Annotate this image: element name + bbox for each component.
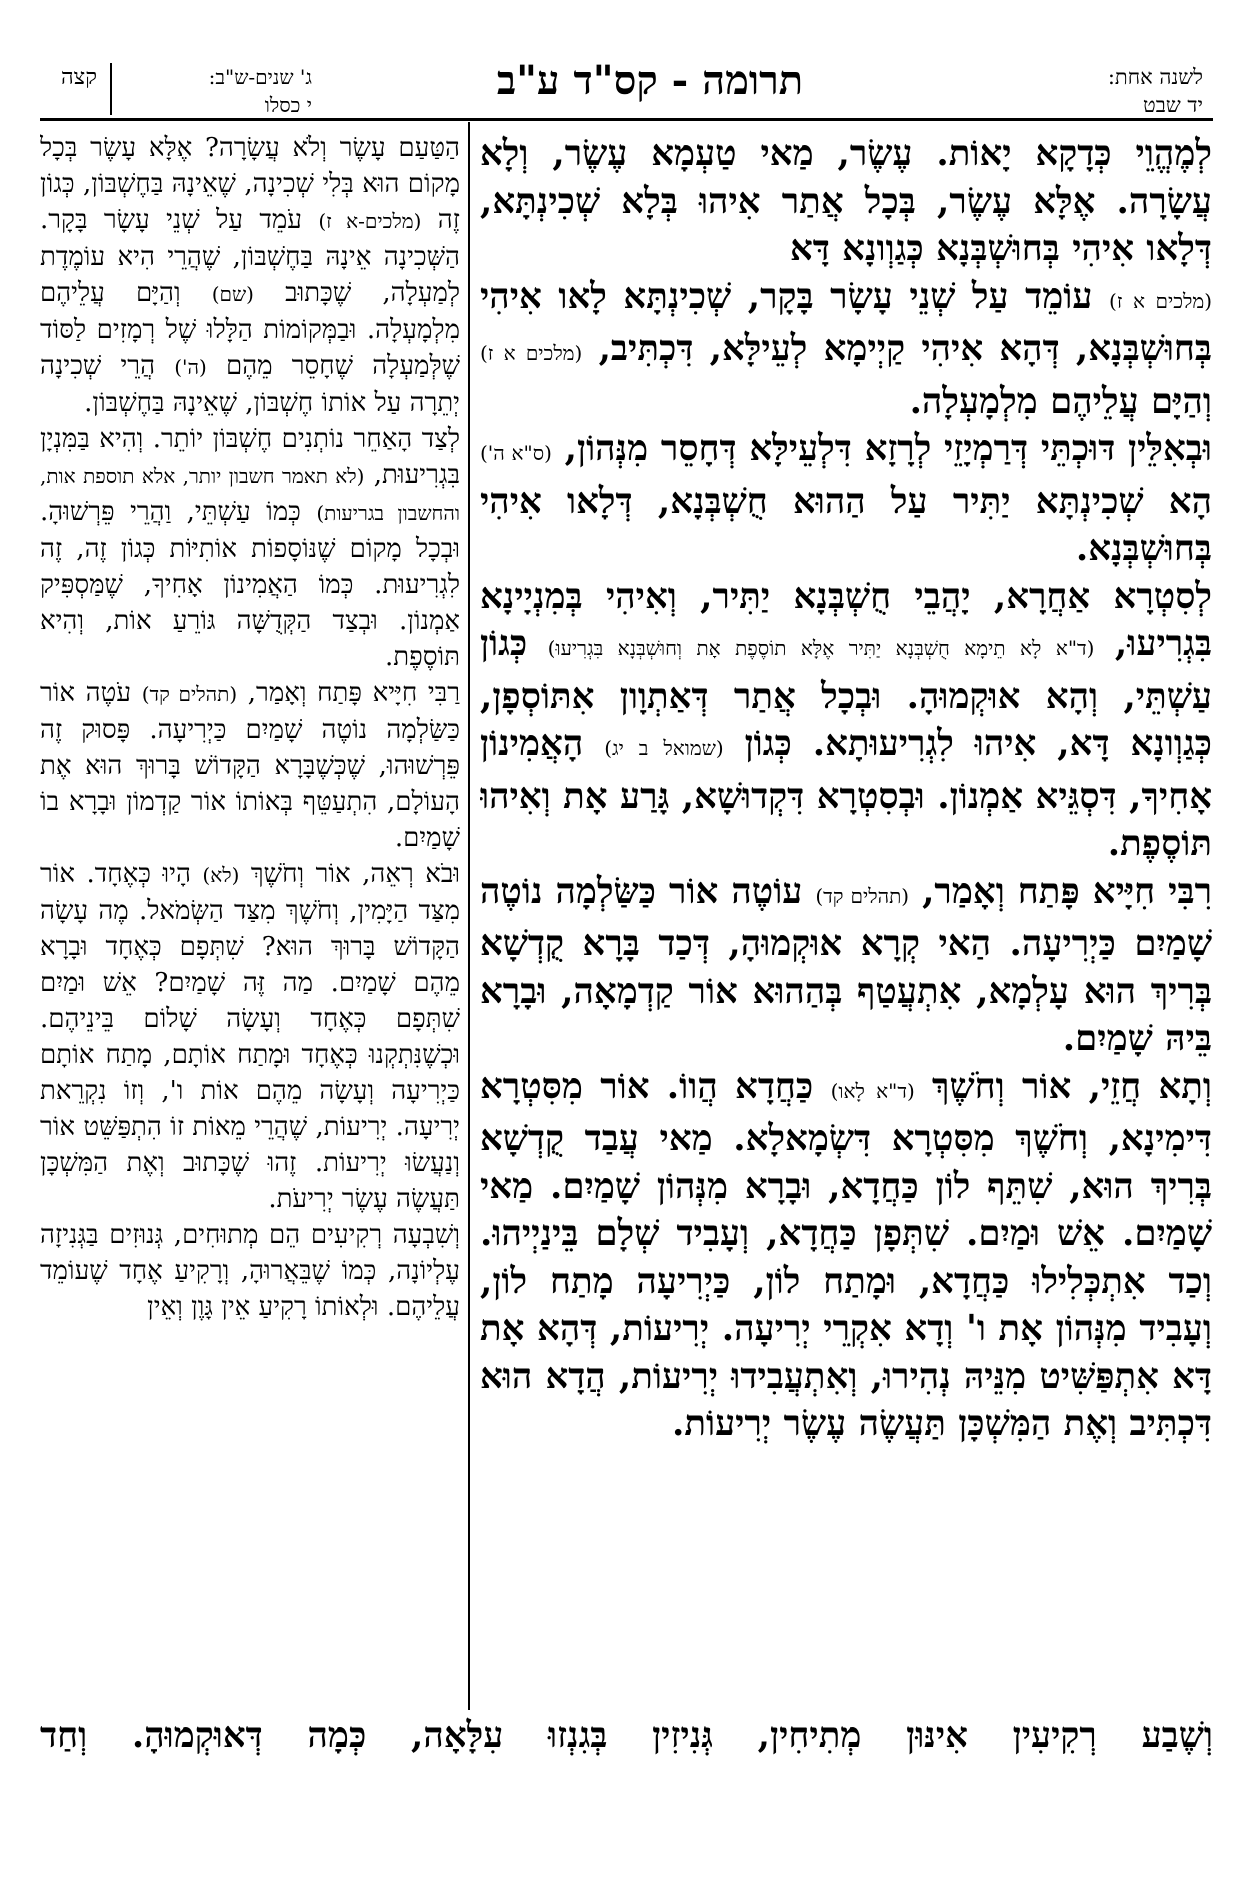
paragraph-text: עוֹטֶה אוֹר כַּשַּׂלְמָה נוֹטֶה שָׁמַיִם כַּיְרִיעָה. הַאי קְרָא אוּקְמוּהָ, דְּכַד בָּרָא קֻדְשָׁא בְּרִיךְ הוּא עָלְמָא, אִתְעֲטַף בְּהַהוּא אוֹר קַדְמָאָה, וּבָרָא בֵּיהּ שָׁמַיִם.: [480, 870, 1212, 1059]
paragraph-text: וְתָא חֲזֵי, אוֹר וְחֹשֶׁךְ: [932, 1065, 1212, 1107]
side-paragraph: [40, 130, 460, 421]
alternate-reading: (ד"א לָא תֵימָא חֻשְׁבְּנָא יַתִּיר אֶלָּא תוֹסֶפֶת אָת וְחוּשְׁבְּנָא בִּגְרִיעוּ): [547, 636, 1095, 660]
paragraph-text: עֹטֶה אוֹר כַּשַּׂלְמָה נוֹטֶה שָׁמַיִם כַּיְרִיעָה. פָּסוּק זֶה פֵּרְשׁוּהוּ, שֶׁכְּשֶׁבָּרָא הַקָּדוֹשׁ בָּרוּךְ הוּא אֶת הָעוֹלָם, הִתְעַטֵּף בְּאוֹתוֹ אוֹר קַדְמוֹן וּבָרָא בוֹ שָׁמַיִם.: [40, 678, 460, 853]
translation-column: [40, 130, 460, 1708]
main-text-column: [480, 130, 1212, 1708]
paragraph-text: וְהַיָּם עֲלֵיהֶם מִלְמָעְלָה. וּבַמְּקוֹמוֹת הַלָּלוּ שֶׁל רְמָזִים לַסּוֹד שֶׁלְּמַעְלָה שֶׁחָסֵר מֵהֶם: [40, 278, 460, 381]
verse-reference: (מלכים א ז): [1109, 288, 1212, 313]
main-paragraph: [480, 1063, 1212, 1448]
paragraph-text: עוֹמֵד עַל שְׁנֵי עָשָׂר בָּקָר, שְׁכִינְתָּא לָאו אִיהִי בְּחוּשְׁבְּנָא, דְּהָא אִיהִי קַיְימָא לְעֵילָּא, דִּכְתִּיב,: [480, 275, 1212, 369]
verse-reference: (מלכים-א ז): [318, 209, 422, 233]
page-title: תרומה - קס"ד ע"ב: [496, 57, 804, 104]
schedule-label: לשנה אחת:: [1107, 65, 1203, 89]
paragraph-text: כְּגוֹן עַשְׁתֵּי, וְהָא אוּקְמוּהָ. וּבְכָל אֲתַר דְּאַתְוָון אִתּוֹסְפָן, כְּגַוְונָא דָּא, אִיהוּ לִגְרִיעוּתָא. כְּגוֹן: [480, 623, 1212, 764]
paragraph-text: וְשִׁבְעָה רְקִיעִים הֵם מְתוּחִים, גְּנוּזִים בַּגְּנִיזָה עֶלְיוֹנָה, כְּמוֹ שֶׁבֵּאֲרוּהָ, וְרָקִיעַ אֶחָד שֶׁעוֹמֵד עֲלֵיהֶם. וּלְאוֹתוֹ רָקִיעַ אֵין גָּוֶן וְאֵין: [40, 1220, 460, 1322]
full-width-continuation-line: וְשֶׁבַע רְקִיעִין אִינּוּן מְתִיחִין, גְּנִיזִין בְּגִנְזוּ עִלָּאָה, כְּמָה דְּאוּקְמוּהָ. וְחַד: [40, 1715, 1213, 1756]
daily-schedule-one-year: [983, 63, 1203, 119]
main-paragraph: [480, 130, 1212, 273]
page-number: קצה: [48, 63, 112, 115]
paragraph-text: הָאֲמִינוֹן אָחִיךָ, דִּסְגֵּיא אַמְנוֹן. וּבְסִטְרָא דִּקְדוּשָׁא, גָּרַע אָת וְאִיהוּ תּוֹסֶפֶת.: [480, 723, 1212, 864]
header-divider: [40, 118, 1213, 121]
main-paragraph: [480, 273, 1212, 426]
paragraph-text: רַבִּי חִיָּיא פָּתַח וְאָמַר,: [247, 678, 460, 708]
paragraph-text: וּבְאִלֵּין דּוּכְתֵּי דְּרַמְיָזֵי לְרָזָא דִּלְעֵילָּא דְּחָסֵר מִנְּהוֹן,: [564, 428, 1212, 469]
paragraph-text: הֲרֵי שְׁכִינָה יְתֵרָה עַל אוֹתוֹ חֶשְׁבּוֹן, שֶׁאֵינָהּ בַּחֶשְׁבּוֹן.: [40, 351, 460, 418]
daily-schedule-three-years: [122, 63, 312, 119]
main-paragraph: [480, 425, 1212, 573]
paragraph-text: הַטַּעַם עָשֶׂר וְלֹא עֲשָׂרָה? אֶלָּא עָשֶׂר בְּכָל מָקוֹם הוּא בְּלִי שְׁכִינָה, שֶׁאֵינָהּ בַּחֶשְׁבּוֹן, כְּגוֹן זֶה: [40, 133, 460, 235]
main-paragraph: [480, 573, 1212, 868]
side-paragraph: [40, 856, 460, 1217]
verse-reference: (ה'): [174, 355, 207, 379]
verse-reference: (תהלים קד): [815, 883, 910, 908]
schedule-date-3y: י כסלו: [264, 93, 312, 117]
verse-reference: (תהלים קד): [141, 682, 238, 706]
paragraph-text: עֹמֵד עַל שְׁנֵי עָשָׂר בָּקָר. הַשְּׁכִינָה אֵינָהּ בַּחֶשְׁבּוֹן, שֶׁהֲרֵי הִיא עוֹמֶדֶת לְמַעְלָה, שֶׁכָּתוּב: [40, 205, 460, 308]
paragraph-text: וּבֹא רְאֵה, אוֹר וְחֹשֶׁךְ: [250, 859, 460, 889]
paragraph-text: לְצַד הָאַחֵר נוֹתְנִים חֶשְׁבּוֹן יוֹתֵר. וְהִיא בַּמִּנְיָן בִּגְרִיעוּת,: [40, 424, 460, 490]
side-paragraph: [40, 1217, 460, 1325]
column-divider: [468, 122, 470, 1710]
alternate-reading: (ד"א לָאו): [830, 1078, 915, 1103]
schedule-label-3y: ג' שנים-ש"ב:: [208, 65, 312, 89]
main-paragraph: [480, 868, 1212, 1063]
paragraph-text: וְהַיָּם עֲלֵיהֶם מִלְמָעְלָה.: [909, 380, 1212, 422]
paragraph-text: לְמֶהֱוֵי כְּדָקָא יָאוֹת. עֶשֶׂר, מַאי טַעְמָא עֶשֶׂר, וְלָא עֲשָׂרָה. אֶלָּא עֶשֶׂר, בְּכָל אֲתַר אִיהוּ בְּלָא שְׁכִינְתָּא, דְּלָאו אִיהִי בְּחוּשְׁבְּנָא כְּגַוְונָא דָּא: [480, 133, 1212, 269]
paragraph-text: הָא שְׁכִינְתָּא יַתִּיר עַל הַהוּא חֻשְׁבְּנָא, דְּלָאו אִיהִי בְּחוּשְׁבְּנָא.: [480, 480, 1212, 569]
page-header: [40, 55, 1213, 115]
alternate-reading: (לא): [202, 863, 240, 887]
side-paragraph: [40, 675, 460, 856]
paragraph-text: כְּמוֹ עַשְׁתֵּי, וַהֲרֵי פֵּרְשׁוּהָ. וּבְכָל מָקוֹם שֶׁנּוֹסָפוֹת אוֹתִיּוֹת כְּגוֹן זֶה, זֶה לִגְרִיעוּת. כְּמוֹ הַאֲמִינוֹן אָחִיךָ, שֶׁמַּסְפִּיק אַמְנוֹן. וּבְצַד הַקְּדֻשָּׁה גּוֹרֵעַ אוֹת, וְהִיא תּוֹסֶפֶת.: [40, 497, 460, 672]
alternate-reading: (לא תאמר חשבון יותר, אלא תוספת אות, והחשבון בגריעות): [40, 464, 460, 525]
verse-reference: (שמואל ב יג): [604, 736, 724, 760]
paragraph-text: כַּחֲדָא הֲווֹ. אוֹר מִסִּטְרָא דִּימִינָא, וְחֹשֶׁךְ מִסִּטְרָא דִּשְׂמָאלָא. מַאי עֲבַד קֻדְשָׁא בְּרִיךְ הוּא, שִׁתֵּף לוֹן כַּחֲדָא, וּבָרָא מִנְּהוֹן שָׁמַיִם. מַאי שָׁמַיִם. אֵשׁ וּמַיִם. שִׁתְּפָן כַּחֲדָא, וְעָבִיד שְׁלָם בֵּינַיְיהוּ. וְכַד אִתְכְּלִילוּ כַּחֲדָא, וּמָתַח לוֹן, כַּיְרִיעָה מָתַח לוֹן, וְעָבִיד מִנְּהוֹן אָת ו' וְדָא אִקְרֵי יְרִיעָה. יְרִיעוֹת, דְּהָא אָת דָּא אִתְפַּשִּׁיט מִנֵּיהּ נְהִירוּ, וְאִתְעֲבִידוּ יְרִיעוֹת, הֲדָא הוּא דִּכְתִּיב וְאֶת הַמִּשְׁכָּן תַּעֲשֶׂה עֶשֶׂר יְרִיעוֹת.: [480, 1065, 1212, 1444]
schedule-date: יד שבט: [1143, 93, 1203, 117]
verse-reference: (ס"א ה'): [480, 441, 552, 465]
paragraph-text: הָיוּ כְּאֶחָד. אוֹר מִצַּד הַיָּמִין, וְחֹשֶׁךְ מִצַּד הַשְּׂמֹאל. מֶה עָשָׂה הַקָּדוֹשׁ בָּרוּךְ הוּא? שִׁתְּפָם כְּאֶחָד וּבָרָא מֵהֶם שָׁמַיִם. מַה זֶּה שָׁמַיִם? אֵשׁ וּמַיִם שִׁתְּפָם כְּאֶחָד וְעָשָׂה שָׁלוֹם בֵּינֵיהֶם. וּכְשֶׁנִּתְקְנוּ כְּאֶחָד וּמָתַח אוֹתָם, מָתַח אוֹתָם כַּיְרִיעָה וְעָשָׂה מֵהֶם אוֹת ו', וְזוֹ נִקְרֵאת יְרִיעָה. יְרִיעוֹת, שֶׁהֲרֵי מֵאוֹת זוֹ הִתְפַּשֵּׁט אוֹר וְנַעֲשׂוּ יְרִיעוֹת. זֶהוּ שֶׁכָּתוּב וְאֶת הַמִּשְׁכָּן תַּעֲשֶׂה עֶשֶׂר יְרִיעֹת.: [40, 859, 460, 1214]
verse-reference: (שם): [211, 282, 254, 306]
side-paragraph: [40, 421, 460, 675]
paragraph-text: רִבִּי חִיָּיא פָּתַח וְאָמַר,: [922, 870, 1212, 912]
verse-reference: (מלכים א ז): [480, 341, 583, 365]
paragraph-text: לְסִטְרָא אַחֲרָא, יָהֲבֵי חֻשְׁבְּנָא יַתִּיר, וְאִיהִי בְּמִנְיָינָא בִּגְרִיעוּ,: [480, 575, 1212, 664]
